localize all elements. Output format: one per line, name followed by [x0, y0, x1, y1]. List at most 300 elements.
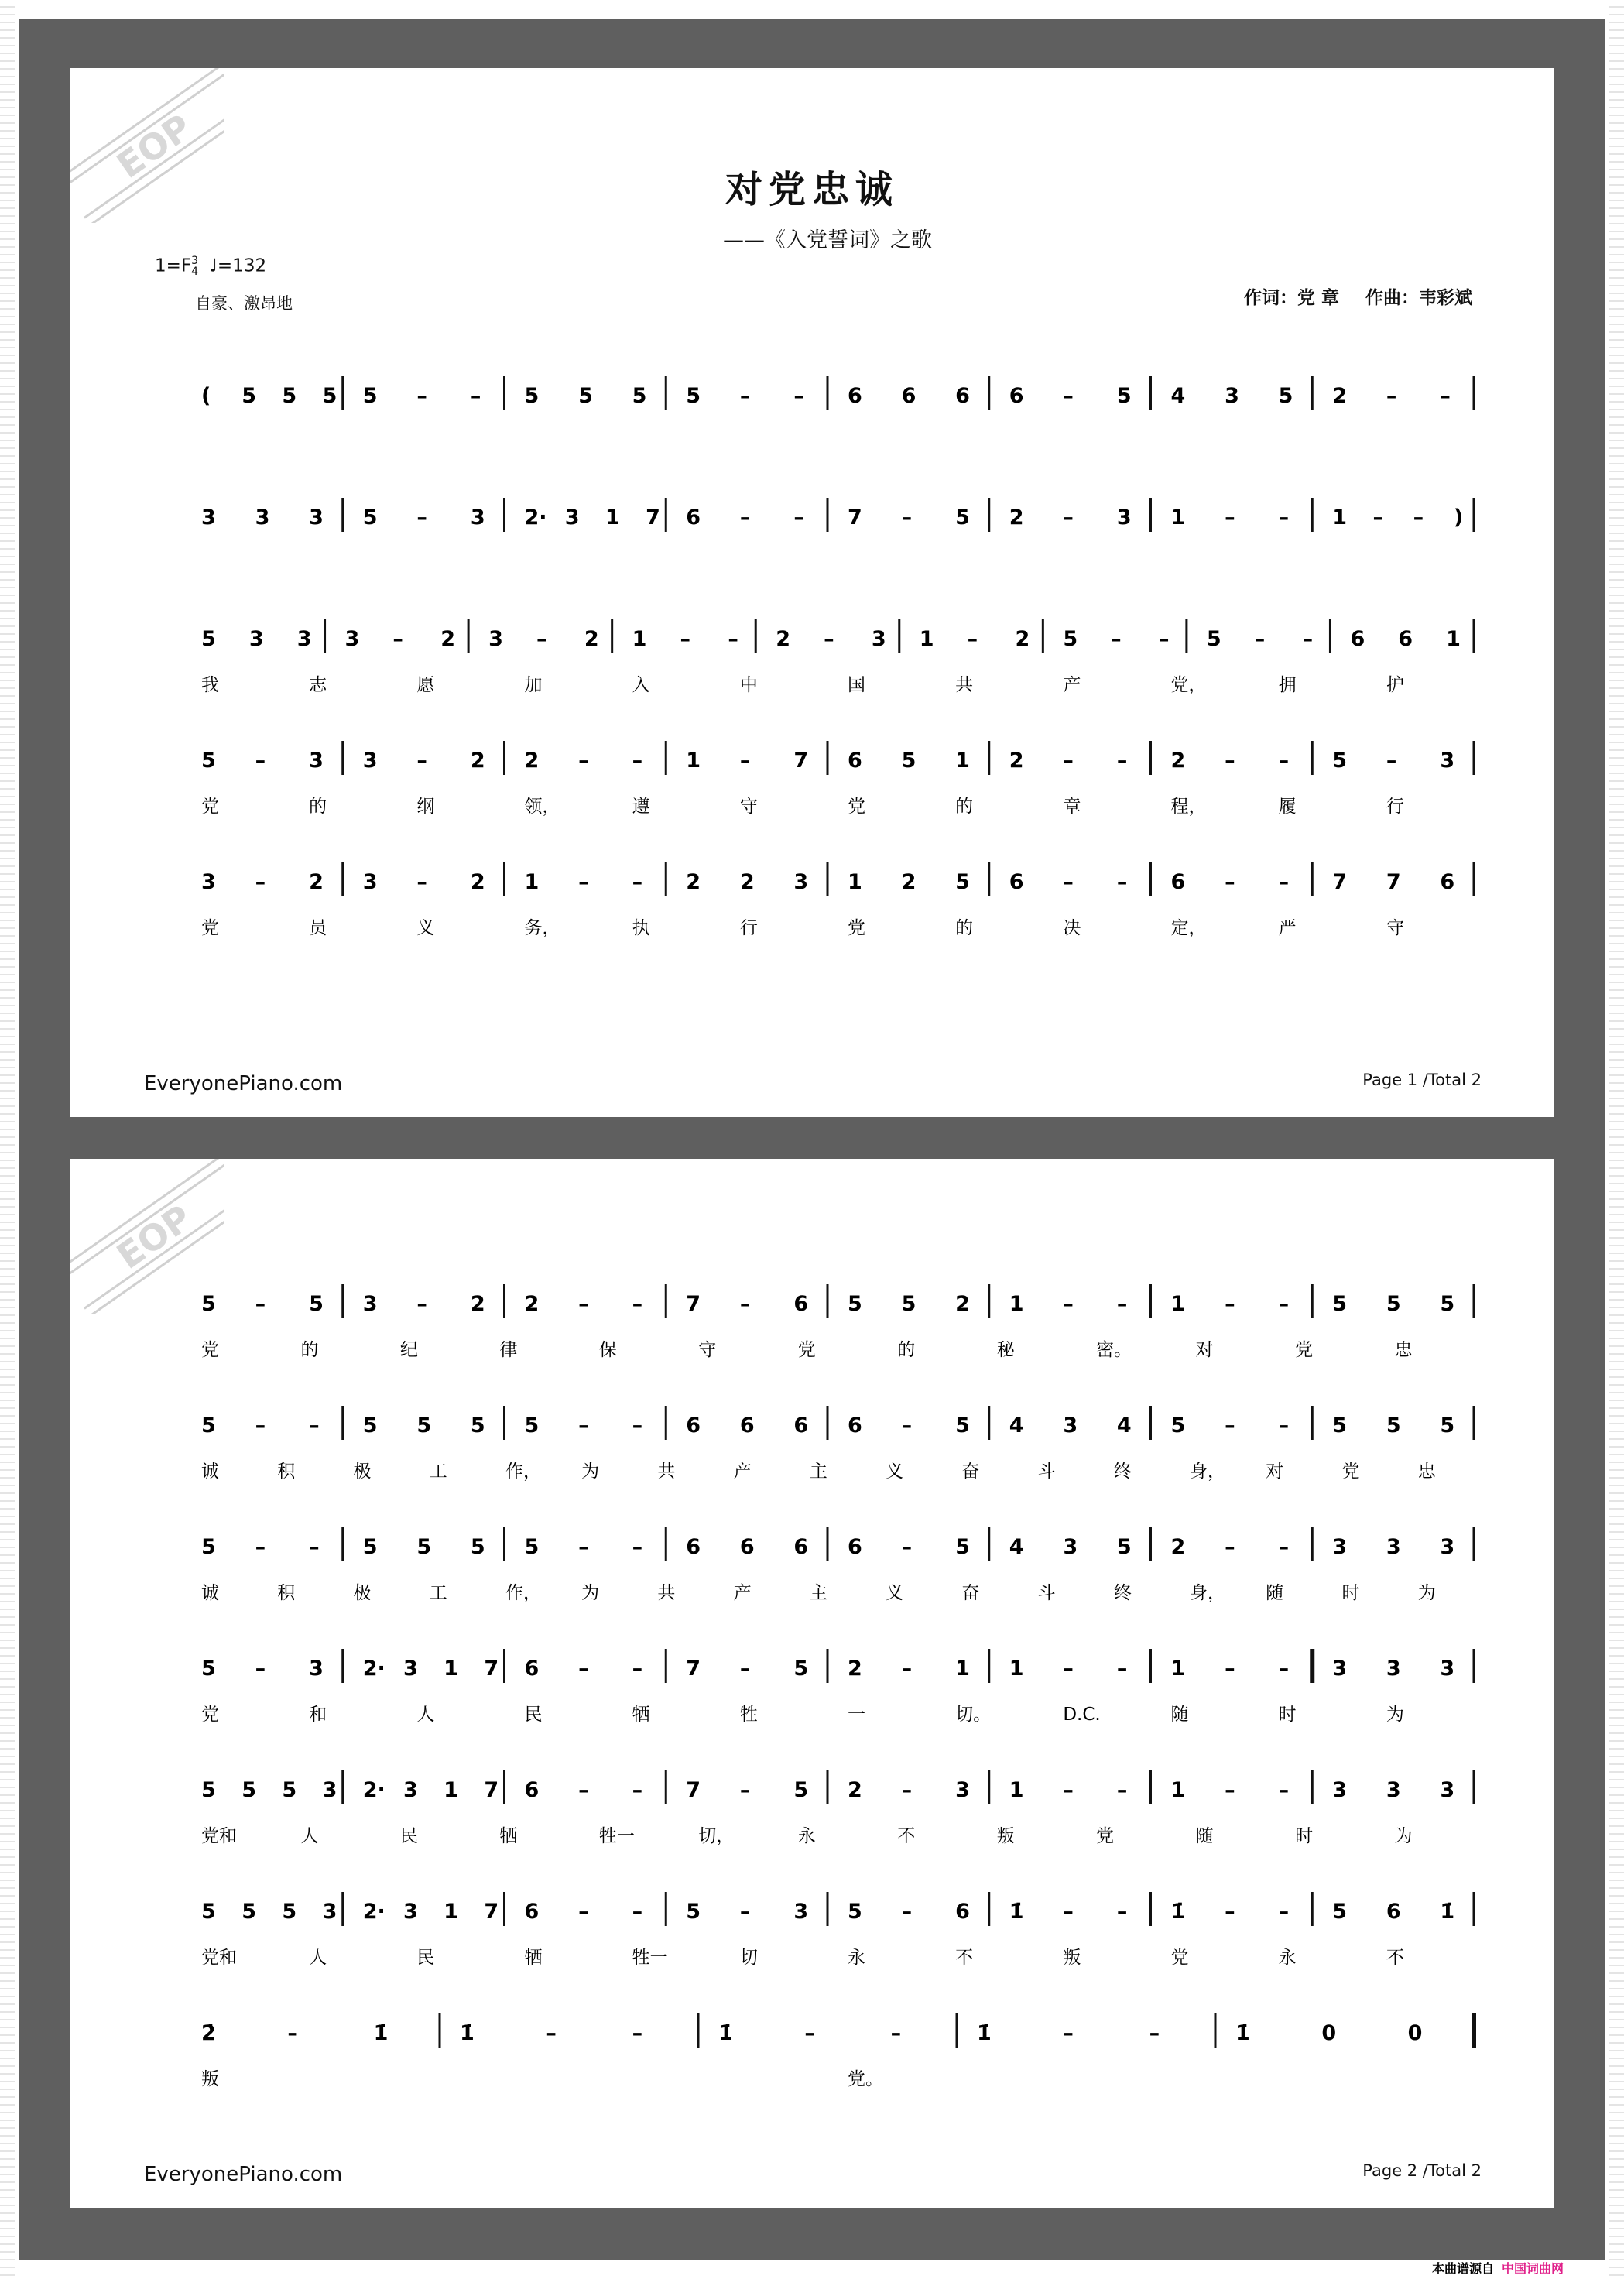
p2-note: – — [578, 1535, 589, 1559]
p2-lyric: 极 — [353, 1583, 372, 1603]
p1-note: – — [793, 505, 804, 529]
p2-note: 3 — [1063, 1414, 1078, 1438]
p2-note: 2 — [848, 1657, 862, 1681]
p1-note: 3 — [1116, 505, 1132, 529]
p2-note: – — [632, 1900, 643, 1924]
p2-lyric: 为 — [1394, 1826, 1413, 1846]
p2-note: 3 — [1332, 1657, 1348, 1681]
p1-note: 1 — [686, 749, 701, 773]
p1-note: 2 — [901, 870, 916, 894]
p2-note: 5 — [1440, 1292, 1455, 1316]
p2-note: – — [309, 1535, 320, 1559]
p2-lyric: 奋 — [961, 1462, 980, 1482]
time-top: 3 — [191, 255, 199, 267]
p1-note: – — [1116, 870, 1128, 894]
p2-lyric: 党和 — [201, 1948, 237, 1968]
p2-lyric: 人 — [416, 1705, 435, 1725]
p1-note: – — [416, 870, 427, 894]
p1-note: 1 — [524, 870, 540, 894]
source-badge — [1427, 2260, 1605, 2277]
p2-note: – — [1116, 1900, 1128, 1924]
p2-lyric: 产 — [733, 1462, 752, 1482]
p2-lyric: 终 — [1113, 1583, 1132, 1603]
p1-note: 1 — [1332, 505, 1348, 529]
p1-note: 2 — [524, 749, 540, 773]
p1-note: – — [416, 384, 427, 408]
p1-note: 5 — [201, 627, 216, 651]
p2-note: 1 — [1170, 1657, 1186, 1681]
p2-note: 3 — [955, 1778, 970, 1802]
p2-note: 5 — [201, 1292, 216, 1316]
p2-note: 5 — [1332, 1414, 1348, 1438]
p2-lyric: 和 — [309, 1705, 327, 1725]
p1-note: 5 — [901, 749, 916, 773]
p1-note: – — [1440, 384, 1451, 408]
p2-lyric: 党和 — [201, 1826, 237, 1846]
p2-lyric: 为 — [581, 1583, 600, 1603]
p1-lyric: 共 — [955, 675, 974, 695]
p1-note: 2 — [440, 627, 456, 651]
p2-note: 5 — [201, 1414, 216, 1438]
p1-lyric: 党 — [848, 918, 865, 938]
p2-note: – — [739, 1900, 751, 1924]
p2-note: 1 — [1170, 1778, 1186, 1802]
p1-note: – — [1116, 749, 1128, 773]
p2-lyric: 不 — [1386, 1948, 1404, 1968]
p2-note: 7 — [484, 1778, 499, 1802]
p1-note: – — [901, 505, 913, 529]
p2-lyric: 一 — [848, 1705, 865, 1725]
p2-lyric: 人 — [300, 1826, 319, 1846]
p2-note: 5 — [1332, 1292, 1348, 1316]
p1-note: 3 — [248, 627, 264, 651]
p2-lyric: 忠 — [1394, 1340, 1413, 1360]
p1-note: 5 — [686, 384, 701, 408]
p2-note: – — [255, 1292, 266, 1316]
p1-note: 2 — [584, 627, 599, 651]
p2-note: – — [632, 2021, 643, 2045]
p2-note: 1 — [1170, 1292, 1186, 1316]
p1-note: 2 — [309, 870, 324, 894]
p1-note: 3 — [201, 505, 216, 529]
p2-lyric: 民 — [416, 1948, 435, 1968]
p2-note: 5 — [201, 1657, 216, 1681]
p2-note: 5 — [362, 1414, 378, 1438]
p2-lyric: 义 — [886, 1462, 904, 1482]
p2-note: 3 — [1063, 1535, 1078, 1559]
p2-note: 1̇ — [1235, 2021, 1250, 2045]
p2-note: 5 — [362, 1535, 378, 1559]
p2-lyric: 不 — [897, 1826, 916, 1846]
p2-note: – — [632, 1535, 643, 1559]
p1-note: – — [1225, 749, 1235, 773]
p2-lyric: 共 — [657, 1462, 676, 1482]
p1-note: 7 — [793, 749, 809, 773]
p1-note: 3 — [255, 505, 270, 529]
p1-note: – — [1225, 505, 1235, 529]
p1-note: 5 — [524, 384, 540, 408]
page-number: Page 1 /Total 2 — [1362, 1071, 1482, 1089]
p2-note: 5 — [309, 1292, 324, 1316]
p2-lyric: 党 — [1096, 1826, 1115, 1846]
p2-lyric: 的 — [300, 1340, 319, 1360]
p1-note: 5 — [322, 384, 337, 408]
p1-note: – — [739, 505, 751, 529]
p2-note: 7 — [686, 1778, 701, 1802]
p1-lyric: 员 — [309, 918, 327, 938]
p1-note: 1 — [1446, 627, 1461, 651]
p2-note: 0 — [1321, 2021, 1337, 2045]
p2-note: – — [901, 1535, 913, 1559]
p1-lyric: 党， — [1170, 675, 1207, 695]
p2-lyric: 纪 — [399, 1340, 418, 1360]
site-footer: EveryonePiano.com — [144, 2163, 343, 2186]
p1-lyric: 章 — [1063, 797, 1081, 817]
p2-note: 2̇ — [201, 2021, 216, 2045]
p1-note: 6 — [901, 384, 916, 408]
p1-note: 3 — [309, 749, 324, 773]
p2-note: – — [632, 1657, 643, 1681]
p1-note: 6 — [848, 384, 862, 408]
p2-lyric: 党 — [201, 1340, 219, 1360]
p2-lyric: 党 — [1295, 1340, 1314, 1360]
p2-note: 2 — [470, 1292, 485, 1316]
p1-note: – — [739, 384, 751, 408]
p1-lyric: 守 — [739, 797, 758, 817]
p2-note: 1 — [1009, 1292, 1024, 1316]
p1-note: – — [1063, 384, 1074, 408]
p1-note: 6 — [1350, 627, 1365, 651]
p2-lyric: 时 — [1341, 1583, 1360, 1603]
p2-note: 2 — [848, 1778, 862, 1802]
p1-note: 3 — [488, 627, 503, 651]
p1-note: – — [1302, 627, 1314, 651]
p2-note: – — [578, 1778, 589, 1802]
p2-lyric: 为 — [1386, 1705, 1404, 1725]
p2-note: 4 — [1009, 1414, 1024, 1438]
p2-note: – — [1278, 1535, 1290, 1559]
p2-note: 5 — [416, 1414, 432, 1438]
p2-note: – — [804, 2021, 815, 2045]
p1-note: 2 — [739, 870, 755, 894]
p1-note: 6 — [1398, 627, 1413, 651]
p2-note: 5 — [955, 1535, 970, 1559]
left-edge-strip — [0, 0, 15, 2279]
p2-note: 6 — [955, 1900, 970, 1924]
p1-note: – — [1413, 505, 1424, 529]
p2-lyric: 牲一 — [598, 1826, 635, 1846]
p2-note: – — [1063, 1778, 1074, 1802]
p1-note: 3 — [793, 870, 809, 894]
p2-note: 5 — [1386, 1414, 1401, 1438]
p2-lyric: 随 — [1266, 1583, 1284, 1603]
p1-note: – — [632, 749, 643, 773]
p2-note: 1 — [444, 1657, 458, 1681]
p1-note: 2 — [686, 870, 701, 894]
expression-marking: 自豪、激昂地 — [195, 294, 293, 313]
p2-note: – — [1225, 1900, 1235, 1924]
p2-lyric: 主 — [809, 1583, 827, 1603]
p2-note: 6 — [686, 1414, 701, 1438]
p1-note: – — [1278, 505, 1290, 529]
p2-note: – — [901, 1778, 913, 1802]
p2-note: 7 — [484, 1657, 499, 1681]
p1-note: – — [824, 627, 834, 651]
p2-note: 5 — [1116, 1535, 1132, 1559]
p2-note: 1̇ — [718, 2021, 733, 2045]
p2-note: 1 — [444, 1778, 458, 1802]
p1-note: 7 — [646, 505, 660, 529]
p2-note: 6 — [739, 1414, 755, 1438]
p1-note: – — [967, 627, 978, 651]
p2-note: – — [1278, 1657, 1290, 1681]
p1-lyric: 定， — [1170, 918, 1207, 938]
p1-note: 2 — [470, 870, 485, 894]
p2-note: 3 — [1440, 1657, 1455, 1681]
p2-lyric: 切， — [698, 1826, 735, 1846]
p2-note: 6 — [848, 1535, 862, 1559]
p1-note: – — [1386, 384, 1397, 408]
p2-note: 2· — [362, 1657, 385, 1681]
p2-note: 3 — [322, 1900, 337, 1924]
p2-lyric: 党。 — [848, 2069, 883, 2089]
p2-lyric: 对 — [1266, 1462, 1284, 1482]
p2-lyric: 永 — [848, 1948, 865, 1968]
p2-note: 3 — [309, 1657, 324, 1681]
p2-lyric: 斗 — [1037, 1462, 1056, 1482]
p2-lyric: 诚 — [201, 1583, 219, 1603]
p2-note: 5 — [282, 1778, 297, 1802]
score-page-1 — [70, 68, 1554, 1117]
p2-note: 5 — [470, 1414, 485, 1438]
p2-lyric: 秘 — [996, 1340, 1015, 1360]
p1-note: 6 — [1170, 870, 1186, 894]
p2-note: 2 — [955, 1292, 970, 1316]
p2-lyric: 为 — [1417, 1583, 1436, 1603]
p2-note: 5 — [1386, 1292, 1401, 1316]
p2-note: 2· — [362, 1900, 385, 1924]
p1-note: – — [1386, 749, 1397, 773]
p2-note: 0 — [1407, 2021, 1423, 2045]
p2-note: – — [1225, 1414, 1235, 1438]
p1-note: 3 — [309, 505, 324, 529]
p1-note: – — [255, 870, 266, 894]
p1-note: 7 — [1332, 870, 1348, 894]
p1-lyric: 决 — [1063, 918, 1081, 938]
p1-lyric: 行 — [1386, 797, 1404, 817]
p2-note: 5 — [524, 1414, 540, 1438]
p1-note: 3 — [871, 627, 886, 651]
p1-note: – — [1111, 627, 1122, 651]
p1-note: – — [392, 627, 403, 651]
tempo-marking: ♩=132 — [209, 255, 267, 276]
p2-note: – — [309, 1414, 320, 1438]
p2-note: – — [1063, 2021, 1074, 2045]
p1-note: 5 — [632, 384, 647, 408]
p2-note: 5 — [1170, 1414, 1186, 1438]
p1-lyric: 愿 — [416, 675, 435, 695]
p2-note: – — [578, 1900, 589, 1924]
p1-note: ( — [201, 384, 211, 408]
p1-lyric: 义 — [416, 918, 435, 938]
p2-lyric: 的 — [897, 1340, 916, 1360]
p2-lyric: 永 — [1278, 1948, 1297, 1968]
p1-note: – — [793, 384, 804, 408]
p2-note: – — [1278, 1414, 1290, 1438]
p1-lyric: 加 — [524, 675, 543, 695]
p2-note: – — [416, 1292, 427, 1316]
p2-note: 4 — [1009, 1535, 1024, 1559]
p2-note: – — [632, 1292, 643, 1316]
p2-note: 2· — [362, 1778, 385, 1802]
p2-lyric: 极 — [353, 1462, 372, 1482]
lyricist: 作词：党 章 — [1243, 288, 1339, 308]
p2-lyric: 守 — [698, 1340, 717, 1360]
p2-note: – — [546, 2021, 557, 2045]
p1-note: 6 — [848, 749, 862, 773]
p1-note: 7 — [848, 505, 862, 529]
p1-lyric: 领， — [524, 797, 560, 817]
p1-note: 3 — [564, 505, 580, 529]
p2-note: 5 — [416, 1535, 432, 1559]
p1-note: 5 — [955, 505, 970, 529]
site-footer: EveryonePiano.com — [144, 1072, 343, 1095]
p2-note: 6 — [793, 1414, 809, 1438]
p1-note: 2 — [1332, 384, 1348, 408]
p2-lyric: 忠 — [1417, 1462, 1436, 1482]
p2-lyric: 民 — [399, 1826, 418, 1846]
p2-note: 3 — [1386, 1657, 1401, 1681]
p1-note: – — [255, 749, 266, 773]
p1-note: 5 — [242, 384, 256, 408]
p2-note: 3 — [1386, 1778, 1401, 1802]
p1-note: 1 — [605, 505, 620, 529]
p2-note: – — [739, 1778, 751, 1802]
p1-lyric: 程， — [1170, 797, 1207, 817]
p2-lyric: 奋 — [961, 1583, 980, 1603]
p2-lyric: 终 — [1113, 1462, 1132, 1482]
p2-lyric: 时 — [1278, 1705, 1297, 1725]
source-prefix: 本曲谱源自 — [1427, 2260, 1499, 2277]
p1-note: 5 — [201, 749, 216, 773]
p2-note: 5 — [242, 1900, 256, 1924]
p2-lyric: 工 — [429, 1462, 447, 1482]
score-notation-page-1 — [70, 68, 1554, 1117]
p2-note: 3 — [1386, 1535, 1401, 1559]
p1-lyric: 党 — [201, 918, 219, 938]
p1-note: 6 — [1009, 384, 1024, 408]
p1-note: – — [470, 384, 481, 408]
p2-lyric: 牲 — [739, 1705, 758, 1725]
p1-note: 5 — [1116, 384, 1132, 408]
p1-note: 1 — [919, 627, 934, 651]
p1-note: – — [578, 749, 589, 773]
p2-note: 3 — [1332, 1778, 1348, 1802]
p2-lyric: 密。 — [1096, 1340, 1132, 1360]
p2-lyric: 牲一 — [632, 1948, 668, 1968]
p2-lyric: 党 — [1170, 1948, 1189, 1968]
p1-note: ) — [1453, 505, 1464, 529]
p2-lyric: 党 — [201, 1705, 219, 1725]
p2-lyric: 切。 — [955, 1705, 992, 1725]
p1-note: 5 — [1206, 627, 1221, 651]
p1-note: 3 — [296, 627, 312, 651]
score-notation-page-2 — [70, 1159, 1554, 2208]
p2-lyric: D.C. — [1063, 1705, 1101, 1725]
p2-lyric: 时 — [1295, 1826, 1314, 1846]
p1-note: 2 — [1009, 749, 1024, 773]
p2-lyric: 身， — [1190, 1583, 1226, 1603]
p2-lyric: 义 — [886, 1583, 904, 1603]
p2-lyric: 身， — [1190, 1462, 1226, 1482]
p2-lyric: 律 — [499, 1340, 518, 1360]
p2-lyric: 斗 — [1037, 1583, 1056, 1603]
time-bottom: 4 — [191, 266, 199, 278]
p1-lyric: 严 — [1278, 918, 1297, 938]
p2-note: – — [255, 1535, 266, 1559]
p1-note: 7 — [1386, 870, 1401, 894]
p1-lyric: 中 — [739, 675, 758, 695]
p1-lyric: 守 — [1386, 918, 1404, 938]
p1-note: 6 — [686, 505, 701, 529]
p2-lyric: 永 — [797, 1826, 816, 1846]
p2-note: 1 — [1009, 1778, 1024, 1802]
p2-lyric: 切 — [739, 1948, 758, 1968]
p2-note: 3 — [322, 1778, 337, 1802]
p1-note: – — [1278, 870, 1290, 894]
p2-lyric: 工 — [429, 1583, 447, 1603]
p2-note: 5 — [901, 1292, 916, 1316]
p1-note: – — [1225, 870, 1235, 894]
p2-note: 6 — [524, 1900, 540, 1924]
p1-note: 2 — [776, 627, 791, 651]
p2-note: – — [901, 1414, 913, 1438]
p1-note: – — [1063, 870, 1074, 894]
p2-note: 6 — [686, 1535, 701, 1559]
p2-note: 7 — [686, 1292, 701, 1316]
p1-note: 3 — [362, 870, 378, 894]
page-number: Page 2 /Total 2 — [1362, 2161, 1482, 2180]
p2-note: – — [739, 1657, 751, 1681]
p1-note: – — [1254, 627, 1266, 651]
p2-lyric: 民 — [524, 1705, 543, 1725]
p1-note: 5 — [1063, 627, 1078, 651]
p2-note: – — [1225, 1778, 1235, 1802]
p2-note: – — [890, 2021, 902, 2045]
p1-lyric: 入 — [632, 675, 650, 695]
p2-note: 5 — [282, 1900, 297, 1924]
p2-note: 3 — [1332, 1535, 1348, 1559]
p1-note: 2 — [1170, 749, 1186, 773]
p1-note: 3 — [362, 749, 378, 773]
svg-text:EOP: EOP — [109, 1196, 200, 1277]
p2-note: – — [632, 1778, 643, 1802]
p2-note: 1̇ — [1009, 1900, 1024, 1924]
p2-note: 1̇ — [1170, 1900, 1186, 1924]
p2-note: 5 — [201, 1900, 216, 1924]
p1-note: – — [416, 749, 427, 773]
p2-lyric: 作， — [505, 1462, 541, 1482]
p2-note: 4 — [1116, 1414, 1132, 1438]
p2-note: – — [1149, 2021, 1160, 2045]
p2-note: 5 — [686, 1900, 701, 1924]
p2-note: – — [578, 1292, 589, 1316]
p1-note: 6 — [1009, 870, 1024, 894]
p2-lyric: 积 — [277, 1462, 296, 1482]
p2-lyric: 随 — [1170, 1705, 1189, 1725]
p2-note: 1 — [1009, 1657, 1024, 1681]
p2-note: 6 — [793, 1535, 809, 1559]
